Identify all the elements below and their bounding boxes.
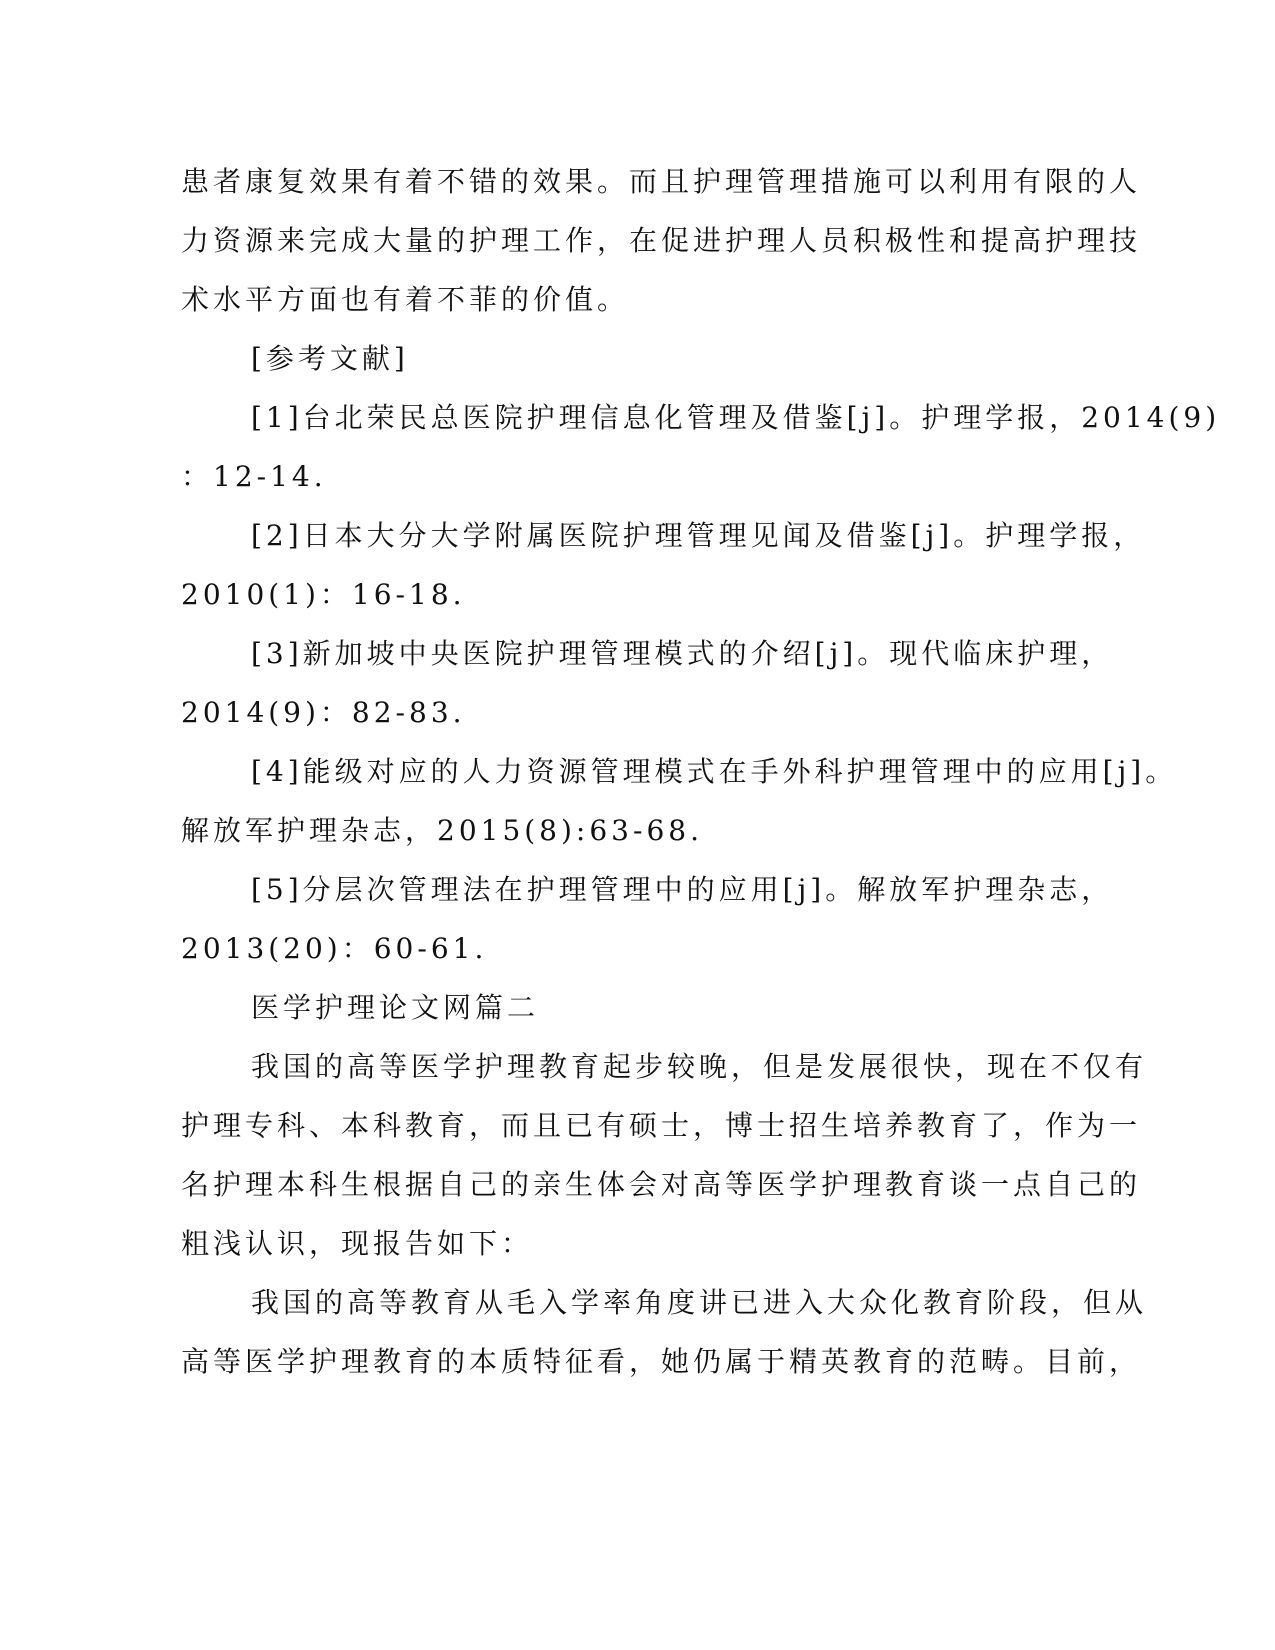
body-paragraph-line: 患者康复效果有着不错的效果。而且护理管理措施可以利用有限的人: [181, 165, 1142, 198]
body-paragraph-line: 力资源来完成大量的护理工作，在促进护理人员积极性和提高护理技: [181, 224, 1142, 257]
reference-entry-5-continued: 2013(20)：60-61.: [181, 932, 488, 965]
body-paragraph-line: 护理专科、本科教育，而且已有硕士，博士招生培养教育了，作为一: [181, 1109, 1142, 1142]
reference-entry-3-continued: 2014(9)：82-83.: [181, 696, 466, 729]
section-heading: 医学护理论文网篇二: [251, 991, 540, 1024]
reference-entry-2: [2]日本大分大学附属医院护理管理见闻及借鉴[j]。护理学报，: [251, 519, 1146, 552]
reference-entry-2-continued: 2010(1)：16-18.: [181, 578, 466, 611]
body-paragraph-line: 名护理本科生根据自己的亲生体会对高等医学护理教育谈一点自己的: [181, 1168, 1142, 1201]
references-heading: [参考文献]: [251, 342, 409, 375]
reference-entry-3: [3]新加坡中央医院护理管理模式的介绍[j]。现代临床护理，: [251, 637, 1114, 670]
body-paragraph-line: 我国的高等医学护理教育起步较晚，但是发展很快，现在不仅有: [251, 1050, 1148, 1083]
body-paragraph-line: 高等医学护理教育的本质特征看，她仍属于精英教育的范畴。目前，: [181, 1345, 1142, 1378]
body-paragraph-line: 粗浅认识，现报告如下：: [181, 1227, 534, 1260]
body-paragraph-line: 术水平方面也有着不菲的价值。: [181, 283, 630, 316]
reference-entry-4-continued: 解放军护理杂志，2015(8):63-68.: [181, 814, 703, 847]
reference-entry-4: [4]能级对应的人力资源管理模式在手外科护理管理中的应用[j]。: [251, 755, 1178, 788]
reference-entry-5: [5]分层次管理法在护理管理中的应用[j]。解放军护理杂志，: [251, 873, 1114, 906]
reference-entry-1: [1]台北荣民总医院护理信息化管理及借鉴[j]。护理学报，2014(9): [251, 401, 1221, 434]
reference-entry-1-continued: ：12-14.: [181, 460, 327, 493]
body-paragraph-line: 我国的高等教育从毛入学率角度讲已进入大众化教育阶段，但从: [251, 1286, 1148, 1319]
